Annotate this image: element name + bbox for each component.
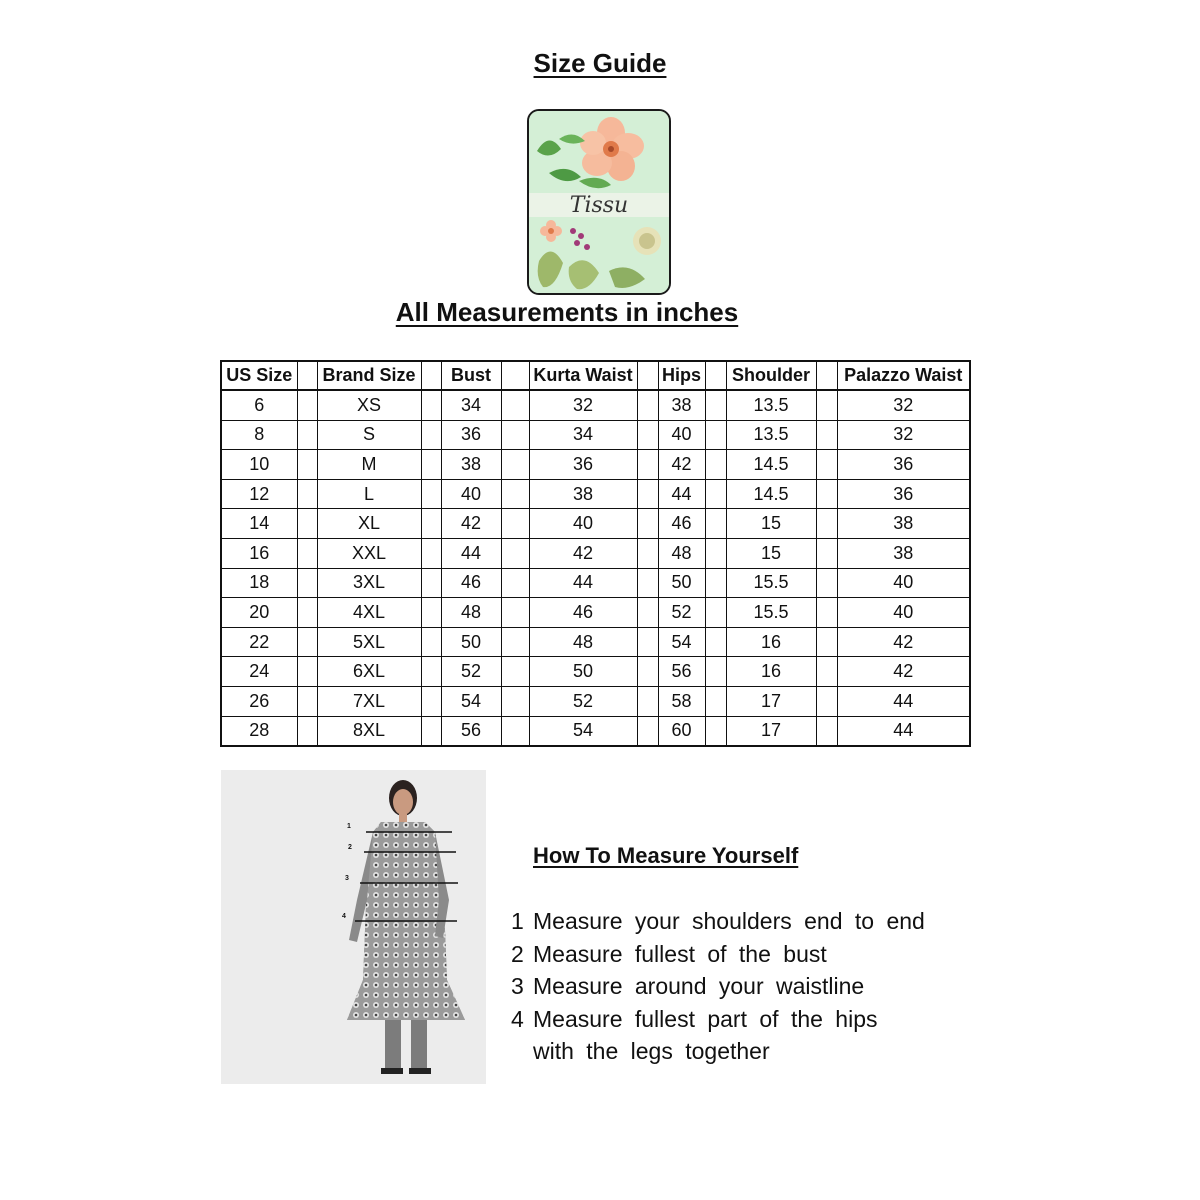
spacer-cell — [637, 509, 658, 539]
marker-1: 1 — [347, 823, 351, 830]
table-cell: 44 — [837, 686, 970, 716]
table-cell: 26 — [221, 686, 297, 716]
table-cell: 56 — [441, 716, 501, 746]
column-header-us-size: US Size — [221, 361, 297, 390]
table-cell: 15 — [726, 509, 816, 539]
table-cell: 22 — [221, 627, 297, 657]
spacer-cell — [297, 450, 317, 480]
size-chart-table — [220, 360, 971, 747]
spacer-cell — [637, 538, 658, 568]
table-cell: M — [317, 450, 421, 480]
spacer-cell — [637, 479, 658, 509]
step-4-continued: with the legs together — [533, 1038, 770, 1064]
spacer-cell — [816, 538, 837, 568]
table-cell: 54 — [529, 716, 637, 746]
table-cell: 20 — [221, 598, 297, 628]
spacer-cell — [637, 686, 658, 716]
spacer-cell — [816, 598, 837, 628]
table-cell: 40 — [658, 420, 705, 450]
spacer-cell — [705, 361, 726, 390]
spacer-cell — [297, 390, 317, 420]
column-header-kurta-waist: Kurta Waist — [529, 361, 637, 390]
spacer-cell — [297, 420, 317, 450]
spacer-cell — [816, 716, 837, 746]
table-cell: 38 — [837, 538, 970, 568]
column-header-bust: Bust — [441, 361, 501, 390]
step-1: 1 Measure your shoulders end to end — [511, 908, 925, 934]
table-cell: 42 — [658, 450, 705, 480]
table-cell: 32 — [837, 390, 970, 420]
spacer-cell — [637, 361, 658, 390]
table-cell: 14.5 — [726, 479, 816, 509]
table-cell: 48 — [529, 627, 637, 657]
model-figure-icon — [221, 770, 486, 1084]
table-body — [221, 390, 970, 746]
spacer-cell — [501, 420, 529, 450]
table-cell: 38 — [529, 479, 637, 509]
table-cell: 42 — [529, 538, 637, 568]
spacer-cell — [421, 450, 441, 480]
table-cell: 32 — [837, 420, 970, 450]
table-cell: 8 — [221, 420, 297, 450]
table-cell: 42 — [441, 509, 501, 539]
table-cell: 40 — [441, 479, 501, 509]
table-cell: 40 — [529, 509, 637, 539]
table-cell: 3XL — [317, 568, 421, 598]
table-cell: 46 — [529, 598, 637, 628]
table-cell: 16 — [726, 657, 816, 687]
table-cell: L — [317, 479, 421, 509]
model-measurement-figure — [221, 770, 486, 1084]
marker-2: 2 — [348, 844, 352, 851]
spacer-cell — [501, 686, 529, 716]
table-cell: 36 — [837, 450, 970, 480]
table-cell: 36 — [529, 450, 637, 480]
spacer-cell — [637, 657, 658, 687]
table-cell: 17 — [726, 716, 816, 746]
table-cell: S — [317, 420, 421, 450]
table-row — [221, 479, 970, 509]
table-cell: 7XL — [317, 686, 421, 716]
svg-text:Tissu: Tissu — [569, 193, 629, 218]
spacer-cell — [297, 568, 317, 598]
spacer-cell — [297, 598, 317, 628]
page-title: Size Guide — [533, 48, 667, 78]
spacer-cell — [421, 509, 441, 539]
table-cell: 12 — [221, 479, 297, 509]
spacer-cell — [421, 361, 441, 390]
table-cell: 38 — [658, 390, 705, 420]
table-cell: 38 — [441, 450, 501, 480]
spacer-cell — [637, 420, 658, 450]
spacer-cell — [705, 479, 726, 509]
column-header-hips: Hips — [658, 361, 705, 390]
table-cell: 13.5 — [726, 420, 816, 450]
spacer-cell — [816, 686, 837, 716]
table-cell: 50 — [658, 568, 705, 598]
column-header-palazzo-waist: Palazzo Waist — [837, 361, 970, 390]
spacer-cell — [705, 450, 726, 480]
spacer-cell — [421, 538, 441, 568]
spacer-cell — [421, 390, 441, 420]
spacer-cell — [501, 479, 529, 509]
spacer-cell — [297, 479, 317, 509]
marker-3: 3 — [345, 875, 349, 882]
spacer-cell — [297, 657, 317, 687]
how-to-measure-title: How To Measure Yourself — [533, 843, 799, 868]
table-row — [221, 538, 970, 568]
spacer-cell — [421, 598, 441, 628]
spacer-cell — [297, 716, 317, 746]
table-cell: 52 — [529, 686, 637, 716]
spacer-cell — [816, 627, 837, 657]
column-header-shoulder: Shoulder — [726, 361, 816, 390]
table-cell: XS — [317, 390, 421, 420]
marker-4: 4 — [342, 913, 346, 920]
table-row — [221, 627, 970, 657]
table-cell: 48 — [658, 538, 705, 568]
table-cell: 15.5 — [726, 598, 816, 628]
table-cell: 48 — [441, 598, 501, 628]
table-cell: 15 — [726, 538, 816, 568]
spacer-cell — [816, 450, 837, 480]
spacer-cell — [637, 598, 658, 628]
spacer-cell — [501, 538, 529, 568]
spacer-cell — [705, 657, 726, 687]
table-cell: 40 — [837, 598, 970, 628]
spacer-cell — [501, 716, 529, 746]
table-cell: 46 — [658, 509, 705, 539]
spacer-cell — [297, 509, 317, 539]
brand-logo — [527, 109, 671, 295]
spacer-cell — [297, 361, 317, 390]
spacer-cell — [501, 361, 529, 390]
table-cell: 46 — [441, 568, 501, 598]
spacer-cell — [637, 450, 658, 480]
table-cell: 44 — [529, 568, 637, 598]
spacer-cell — [816, 479, 837, 509]
table-cell: XL — [317, 509, 421, 539]
spacer-cell — [816, 657, 837, 687]
table-cell: 28 — [221, 716, 297, 746]
table-cell: 40 — [837, 568, 970, 598]
step-4: 4 Measure fullest part of the hips — [511, 1005, 878, 1032]
spacer-cell — [705, 509, 726, 539]
spacer-cell — [501, 390, 529, 420]
table-row — [221, 598, 970, 628]
step-2: 2 Measure fullest of the bust — [511, 940, 827, 967]
spacer-cell — [816, 509, 837, 539]
spacer-cell — [421, 568, 441, 598]
table-cell: 56 — [658, 657, 705, 687]
table-row — [221, 509, 970, 539]
table-cell: 44 — [658, 479, 705, 509]
table-cell: 42 — [837, 627, 970, 657]
spacer-cell — [421, 627, 441, 657]
table-cell: 32 — [529, 390, 637, 420]
table-cell: 44 — [837, 716, 970, 746]
spacer-cell — [816, 420, 837, 450]
table-cell: 58 — [658, 686, 705, 716]
column-header-brand-size: Brand Size — [317, 361, 421, 390]
table-cell: 8XL — [317, 716, 421, 746]
table-cell: 13.5 — [726, 390, 816, 420]
spacer-cell — [421, 420, 441, 450]
table-cell: 52 — [658, 598, 705, 628]
table-cell: 16 — [726, 627, 816, 657]
table-cell: 42 — [837, 657, 970, 687]
table-row — [221, 686, 970, 716]
spacer-cell — [421, 686, 441, 716]
spacer-cell — [816, 568, 837, 598]
table-row — [221, 568, 970, 598]
table-cell: 34 — [529, 420, 637, 450]
table-cell: 60 — [658, 716, 705, 746]
spacer-cell — [637, 568, 658, 598]
table-cell: 18 — [221, 568, 297, 598]
spacer-cell — [501, 598, 529, 628]
step-3: 3 Measure around your waistline — [511, 973, 865, 999]
table-cell: 5XL — [317, 627, 421, 657]
spacer-cell — [421, 716, 441, 746]
spacer-cell — [816, 361, 837, 390]
table-row — [221, 420, 970, 450]
table-row — [221, 657, 970, 687]
table-cell: 14 — [221, 509, 297, 539]
spacer-cell — [501, 627, 529, 657]
spacer-cell — [297, 686, 317, 716]
table-cell: 6XL — [317, 657, 421, 687]
spacer-cell — [705, 627, 726, 657]
measurements-subtitle: All Measurements in inches — [395, 297, 739, 327]
table-cell: 17 — [726, 686, 816, 716]
table-cell: 6 — [221, 390, 297, 420]
spacer-cell — [501, 509, 529, 539]
table-cell: 15.5 — [726, 568, 816, 598]
spacer-cell — [705, 716, 726, 746]
table-cell: 52 — [441, 657, 501, 687]
spacer-cell — [705, 538, 726, 568]
table-cell: 16 — [221, 538, 297, 568]
spacer-cell — [705, 686, 726, 716]
measurement-steps — [511, 905, 925, 1068]
spacer-cell — [501, 657, 529, 687]
table-cell: 36 — [837, 479, 970, 509]
spacer-cell — [705, 420, 726, 450]
spacer-cell — [705, 390, 726, 420]
spacer-cell — [297, 538, 317, 568]
table-row — [221, 716, 970, 746]
table-cell: 54 — [658, 627, 705, 657]
table-cell: 24 — [221, 657, 297, 687]
spacer-cell — [637, 716, 658, 746]
table-cell: 50 — [441, 627, 501, 657]
spacer-cell — [705, 598, 726, 628]
table-row — [221, 390, 970, 420]
table-cell: 38 — [837, 509, 970, 539]
table-row — [221, 450, 970, 480]
spacer-cell — [421, 657, 441, 687]
spacer-cell — [501, 568, 529, 598]
table-cell: 14.5 — [726, 450, 816, 480]
table-cell: XXL — [317, 538, 421, 568]
table-cell: 4XL — [317, 598, 421, 628]
spacer-cell — [421, 479, 441, 509]
spacer-cell — [637, 390, 658, 420]
table-cell: 50 — [529, 657, 637, 687]
table-cell: 34 — [441, 390, 501, 420]
table-header-row — [221, 361, 970, 390]
spacer-cell — [705, 568, 726, 598]
table-cell: 36 — [441, 420, 501, 450]
spacer-cell — [297, 627, 317, 657]
floral-logo-icon — [529, 111, 669, 293]
spacer-cell — [501, 450, 529, 480]
spacer-cell — [816, 390, 837, 420]
spacer-cell — [637, 627, 658, 657]
table-cell: 54 — [441, 686, 501, 716]
table-cell: 10 — [221, 450, 297, 480]
table-cell: 44 — [441, 538, 501, 568]
